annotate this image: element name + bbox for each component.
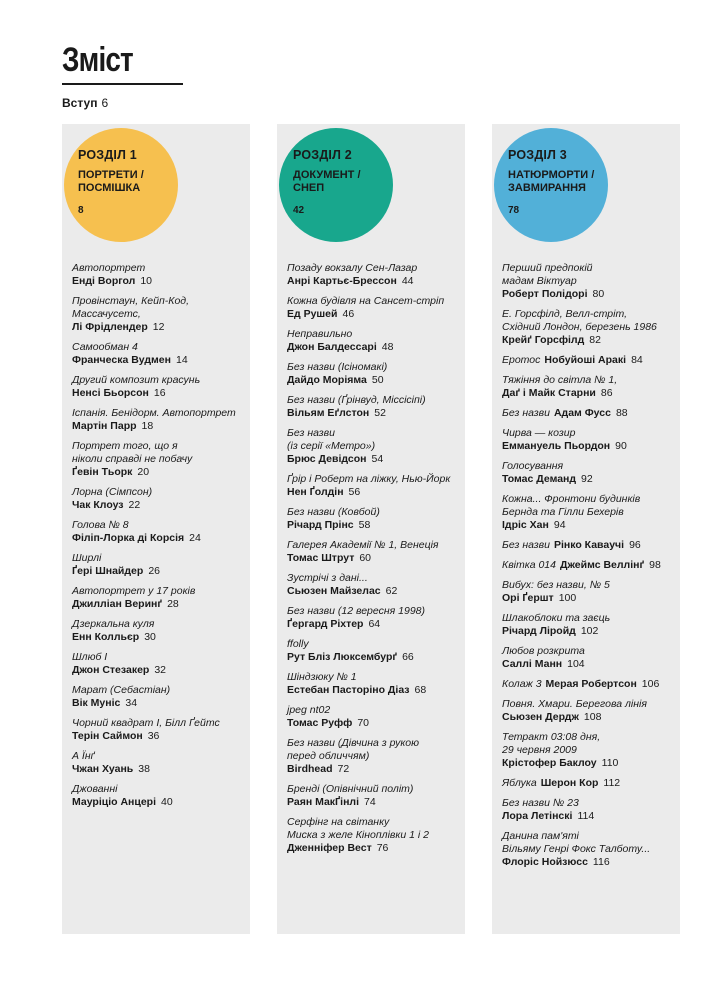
entry-author: Ед Рушей xyxy=(287,308,338,320)
entry-author: Річард Ліройд xyxy=(502,625,576,637)
entry-work-title: Повня. Хмари. Берегова лінія xyxy=(502,698,647,710)
entry-page-number: 18 xyxy=(141,420,154,432)
section-label: РОЗДІЛ 3 xyxy=(508,148,567,162)
entry-author: Ґергард Ріхтер xyxy=(287,618,364,630)
entry-page-number: 104 xyxy=(567,658,585,670)
entry-work-title: А Їнґ xyxy=(72,750,95,762)
toc-entry xyxy=(502,460,678,486)
entry-work-title: Неправильно xyxy=(287,328,353,340)
entry-list xyxy=(72,262,248,816)
entry-page-number: 36 xyxy=(147,730,160,742)
entry-page-number: 46 xyxy=(342,308,355,320)
entry-work-title: Автопортрет у 17 років xyxy=(72,585,196,597)
entry-author: Філіп-Лорка ді Корсія xyxy=(72,532,185,544)
toc-entry xyxy=(287,816,463,855)
entry-author: Крейґ Горсфілд xyxy=(502,334,585,346)
entry-author: Естебан Пасторіно Діаз xyxy=(287,684,410,696)
entry-author: Річард Прінс xyxy=(287,519,354,531)
entry-work-title: Іспанія. Бенідорм. Автопортрет xyxy=(72,407,236,419)
entry-page-number: 16 xyxy=(153,387,166,399)
entry-work-title: Данина пам'яті Вільяму Генрі Фокс Талботу... xyxy=(502,830,651,855)
entry-page-number: 72 xyxy=(337,763,350,775)
toc-entry xyxy=(287,783,463,809)
entry-page-number: 24 xyxy=(189,532,201,544)
toc-entry xyxy=(72,783,248,809)
toc-entry xyxy=(72,262,248,288)
section-column-3 xyxy=(492,124,680,934)
toc-entry xyxy=(502,308,678,347)
entry-page-number: 20 xyxy=(137,466,150,478)
entry-work-title: Галерея Академії № 1, Венеція xyxy=(287,539,439,551)
toc-entry xyxy=(502,777,678,790)
entry-author: Ідріс Хан xyxy=(502,519,549,531)
toc-entry xyxy=(287,638,463,664)
toc-entry xyxy=(287,328,463,354)
entry-page-number: 14 xyxy=(175,354,188,366)
section-name: НАТЮРМОРТИ / ЗАВМИРАННЯ xyxy=(508,169,595,194)
entry-work-title: Без назви (Ґрінвуд, Міссісіпі) xyxy=(287,394,426,406)
entry-work-title: Ширлі xyxy=(72,552,102,564)
entry-page-number: 54 xyxy=(371,453,384,465)
entry-work-title: Голосування xyxy=(502,460,564,472)
entry-author: Джон Балдессарі xyxy=(287,341,377,353)
entry-author: Саллі Манн xyxy=(502,658,563,670)
entry-author: Нобуйоші Аракі xyxy=(544,354,627,366)
toc-entry xyxy=(502,354,678,367)
entry-work-title: Чирва — козир xyxy=(502,427,576,439)
section-page: 42 xyxy=(293,205,305,216)
entry-page-number: 90 xyxy=(615,440,627,452)
section-page: 78 xyxy=(508,205,520,216)
entry-work-title: Портрет того, що я ніколи справді не побачу xyxy=(72,440,193,465)
entry-author: Орі Ґершт xyxy=(502,592,554,604)
entry-work-title: Ґрір і Роберт на ліжку, Нью-Йорк xyxy=(287,473,451,485)
entry-work-title: Кожна будівля на Сансет-стріп xyxy=(287,295,445,307)
entry-author: Birdhead xyxy=(287,763,333,775)
entry-page-number: 56 xyxy=(348,486,361,498)
entry-author: Лі Фрідлендер xyxy=(72,321,148,333)
toc-entry xyxy=(287,572,463,598)
entry-author: Джеймс Веллінґ xyxy=(559,559,645,571)
entry-work-title: Провінстаун, Кейп-Код, Массачусетс, xyxy=(72,295,190,320)
toc-entry xyxy=(502,731,678,770)
entry-author: Ненсі Бьорсон xyxy=(72,387,149,399)
toc-entry xyxy=(502,407,678,420)
entry-page-number: 26 xyxy=(148,565,160,577)
entry-work-title: Без назви (Ісіномакі) xyxy=(287,361,388,373)
entry-work-title: Без назви (12 вересня 1998) xyxy=(287,605,426,617)
toc-entry xyxy=(287,737,463,776)
toc-entry xyxy=(502,698,678,724)
toc-entry xyxy=(502,645,678,671)
entry-page-number: 98 xyxy=(649,559,661,571)
intro-entry xyxy=(62,96,108,110)
entry-page-number: 114 xyxy=(577,810,595,822)
toc-entry xyxy=(72,684,248,710)
entry-author: Томас Штрут xyxy=(287,552,355,564)
toc-entry xyxy=(72,374,248,400)
entry-page-number: 86 xyxy=(600,387,613,399)
entry-page-number: 74 xyxy=(364,796,376,808)
entry-work-title: Серфінг на світанку Миска з желе Кіноплівки 1 і 2 xyxy=(287,816,429,841)
entry-work-title: Квітка 014 xyxy=(502,559,556,571)
toc-entry xyxy=(287,671,463,697)
entry-work-title: Тетракт 03:08 дня, 29 червня 2009 xyxy=(502,731,601,756)
entry-page-number: 108 xyxy=(583,711,602,723)
entry-list xyxy=(287,262,463,862)
entry-page-number: 88 xyxy=(615,407,628,419)
section-column-1 xyxy=(62,124,250,934)
entry-work-title: Шлюб І xyxy=(72,651,108,663)
toc-entry xyxy=(72,407,248,433)
entry-work-title: Перший предпокій мадам Віктуар xyxy=(502,262,593,287)
entry-page-number: 62 xyxy=(385,585,398,597)
entry-author: Дженніфер Вест xyxy=(287,842,372,854)
entry-list xyxy=(502,262,678,876)
entry-work-title: Марат (Себастіан) xyxy=(72,684,171,696)
toc-entry xyxy=(502,797,678,823)
entry-work-title: Бренді (Опівнічний політ) xyxy=(287,783,414,795)
entry-page-number: 10 xyxy=(140,275,153,287)
entry-author: Сьюзен Майзелас xyxy=(287,585,381,597)
entry-author: Ґевін Тьорк xyxy=(72,466,133,478)
entry-work-title: Другий композит красунь xyxy=(72,374,201,386)
entry-author: Сьюзен Дердж xyxy=(502,711,579,723)
section-badge xyxy=(64,128,178,242)
entry-author: Анрі Картьє-Брессон xyxy=(287,275,397,287)
toc-entry xyxy=(72,717,248,743)
entry-page-number: 96 xyxy=(629,539,641,551)
entry-page-number: 82 xyxy=(589,334,601,346)
entry-work-title: Шлакоблоки та заєць xyxy=(502,612,611,624)
toc-entry xyxy=(72,341,248,367)
entry-author: Дайдо Моріяма xyxy=(287,374,367,386)
page-title: Зміст xyxy=(62,41,133,79)
entry-work-title: ffolly xyxy=(287,638,309,650)
toc-entry xyxy=(287,262,463,288)
toc-entry xyxy=(72,585,248,611)
toc-entry xyxy=(502,678,678,691)
entry-page-number: 102 xyxy=(580,625,599,637)
toc-entry xyxy=(502,830,678,869)
entry-page-number: 30 xyxy=(144,631,156,643)
entry-page-number: 28 xyxy=(167,598,179,610)
entry-author: Еммануель Пьордон xyxy=(502,440,611,452)
entry-work-title: Без назви (Дівчина з рукою перед обличчям) xyxy=(287,737,420,762)
entry-page-number: 22 xyxy=(128,499,141,511)
toc-entry xyxy=(72,440,248,479)
entry-page-number: 116 xyxy=(592,856,610,868)
entry-page-number: 40 xyxy=(161,796,173,808)
entry-author: Джилліан Веринґ xyxy=(72,598,163,610)
entry-author: Франческа Вудмен xyxy=(72,354,171,366)
toc-entry xyxy=(72,750,248,776)
entry-page-number: 32 xyxy=(154,664,167,676)
entry-author: Нен Ґолдін xyxy=(287,486,344,498)
entry-work-title: Е. Горсфілд, Велл-стріт, Східний Лондон, березень 1986 xyxy=(502,308,657,333)
entry-work-title: Самообман 4 xyxy=(72,341,138,353)
section-label: РОЗДІЛ 2 xyxy=(293,148,352,162)
entry-author: Крістофер Баклоу xyxy=(502,757,597,769)
entry-author: Мартін Парр xyxy=(72,420,137,432)
entry-page-number: 58 xyxy=(358,519,371,531)
toc-entry xyxy=(502,374,678,400)
entry-author: Вік Муніс xyxy=(72,697,121,709)
toc-entry xyxy=(287,361,463,387)
toc-entry xyxy=(72,552,248,578)
entry-page-number: 80 xyxy=(592,288,605,300)
entry-work-title: Дзеркальна куля xyxy=(72,618,155,630)
intro-page: 6 xyxy=(101,96,109,110)
entry-author: Рут Бліз Люксембурґ xyxy=(287,651,398,663)
toc-entry xyxy=(72,651,248,677)
title-underline xyxy=(62,83,183,85)
entry-work-title: Без назви xyxy=(502,539,550,551)
toc-entry xyxy=(502,539,678,552)
entry-page-number: 106 xyxy=(641,678,660,690)
entry-author: Лора Летінскі xyxy=(502,810,573,822)
entry-page-number: 52 xyxy=(374,407,386,419)
entry-author: Мерая Робертсон xyxy=(545,678,637,690)
toc-entry xyxy=(287,539,463,565)
entry-work-title: Яблука xyxy=(502,777,537,789)
entry-author: Ґері Шнайдер xyxy=(72,565,144,577)
toc-entry xyxy=(287,506,463,532)
entry-author: Адам Фусс xyxy=(553,407,611,419)
entry-author: Чжан Хуань xyxy=(72,763,134,775)
toc-entry xyxy=(72,295,248,334)
entry-page-number: 92 xyxy=(581,473,593,485)
entry-work-title: Шіндзюку № 1 xyxy=(287,671,357,683)
entry-page-number: 70 xyxy=(357,717,370,729)
section-badge xyxy=(279,128,393,242)
toc-entry xyxy=(502,612,678,638)
entry-page-number: 34 xyxy=(125,697,138,709)
section-label: РОЗДІЛ 1 xyxy=(78,148,137,162)
entry-work-title: Позаду вокзалу Сен-Лазар xyxy=(287,262,418,274)
section-badge xyxy=(494,128,608,242)
entry-page-number: 68 xyxy=(414,684,427,696)
section-page: 8 xyxy=(78,205,84,216)
entry-author: Шерон Кор xyxy=(540,777,599,789)
toc-entry xyxy=(72,519,248,545)
entry-page-number: 60 xyxy=(359,552,372,564)
entry-page-number: 44 xyxy=(401,275,414,287)
entry-work-title: Без назви (Ковбой) xyxy=(287,506,380,518)
entry-work-title: Без назви xyxy=(502,407,550,419)
section-name: ПОРТРЕТИ / ПОСМІШКА xyxy=(78,169,144,194)
entry-author: Терін Саймон xyxy=(72,730,143,742)
entry-author: Роберт Полідорі xyxy=(502,288,588,300)
entry-author: Раян МакҐінлі xyxy=(287,796,360,808)
toc-entry xyxy=(502,579,678,605)
entry-page-number: 100 xyxy=(558,592,577,604)
toc-entry xyxy=(502,427,678,453)
entry-work-title: Вибух: без назви, № 5 xyxy=(502,579,610,591)
entry-page-number: 84 xyxy=(631,354,643,366)
toc-entry xyxy=(502,559,678,572)
entry-work-title: Автопортрет xyxy=(72,262,146,274)
entry-work-title: Кожна... Фронтони будинків Бернда та Гілли Бехерів xyxy=(502,493,641,518)
entry-author: Даґ і Майк Старни xyxy=(502,387,596,399)
entry-work-title: Колаж 3 xyxy=(502,678,542,690)
entry-page-number: 110 xyxy=(601,757,619,769)
entry-author: Вільям Еґлстон xyxy=(287,407,370,419)
section-column-2 xyxy=(277,124,465,934)
entry-author: Рінко Каваучі xyxy=(553,539,625,551)
entry-work-title: Еротос xyxy=(502,354,541,366)
entry-work-title: Без назви № 23 xyxy=(502,797,579,809)
toc-entry xyxy=(287,605,463,631)
toc-entry xyxy=(502,262,678,301)
entry-page-number: 50 xyxy=(371,374,384,386)
toc-entry xyxy=(502,493,678,532)
entry-work-title: Лорна (Сімпсон) xyxy=(72,486,153,498)
entry-author: Мауріціо Анцері xyxy=(72,796,156,808)
entry-author: Джон Стезакер xyxy=(72,664,150,676)
entry-author: Брюс Девідсон xyxy=(287,453,367,465)
entry-work-title: jpeg nt02 xyxy=(287,704,331,716)
entry-work-title: Чорний квадрат І, Білл Ґейтс xyxy=(72,717,220,729)
entry-page-number: 48 xyxy=(381,341,394,353)
toc-entry xyxy=(72,486,248,512)
entry-work-title: Джованні xyxy=(72,783,118,795)
toc-entry xyxy=(287,394,463,420)
entry-page-number: 66 xyxy=(402,651,414,663)
toc-entry xyxy=(287,473,463,499)
entry-work-title: Любов розкрита xyxy=(502,645,585,657)
entry-page-number: 38 xyxy=(138,763,150,775)
entry-author: Чак Клоуз xyxy=(72,499,124,511)
entry-page-number: 76 xyxy=(376,842,389,854)
entry-page-number: 94 xyxy=(553,519,566,531)
entry-author: Енді Воргол xyxy=(72,275,136,287)
entry-work-title: Зустрічі з дані... xyxy=(287,572,368,584)
entry-page-number: 64 xyxy=(368,618,381,630)
entry-work-title: Тяжіння до світла № 1, xyxy=(502,374,618,386)
intro-label: Вступ xyxy=(62,96,98,110)
entry-page-number: 12 xyxy=(152,321,165,333)
entry-work-title: Без назви (із серії «Метро») xyxy=(287,427,376,452)
toc-entry xyxy=(287,704,463,730)
entry-author: Флоріс Нойзюсс xyxy=(502,856,588,868)
toc-entry xyxy=(287,427,463,466)
entry-author: Томас Деманд xyxy=(502,473,577,485)
toc-entry xyxy=(287,295,463,321)
entry-work-title: Голова № 8 xyxy=(72,519,129,531)
section-name: ДОКУМЕНТ / СНЕП xyxy=(293,169,361,194)
entry-author: Енн Колльєр xyxy=(72,631,140,643)
toc-entry xyxy=(72,618,248,644)
entry-page-number: 112 xyxy=(603,777,621,789)
entry-author: Томас Руфф xyxy=(287,717,353,729)
